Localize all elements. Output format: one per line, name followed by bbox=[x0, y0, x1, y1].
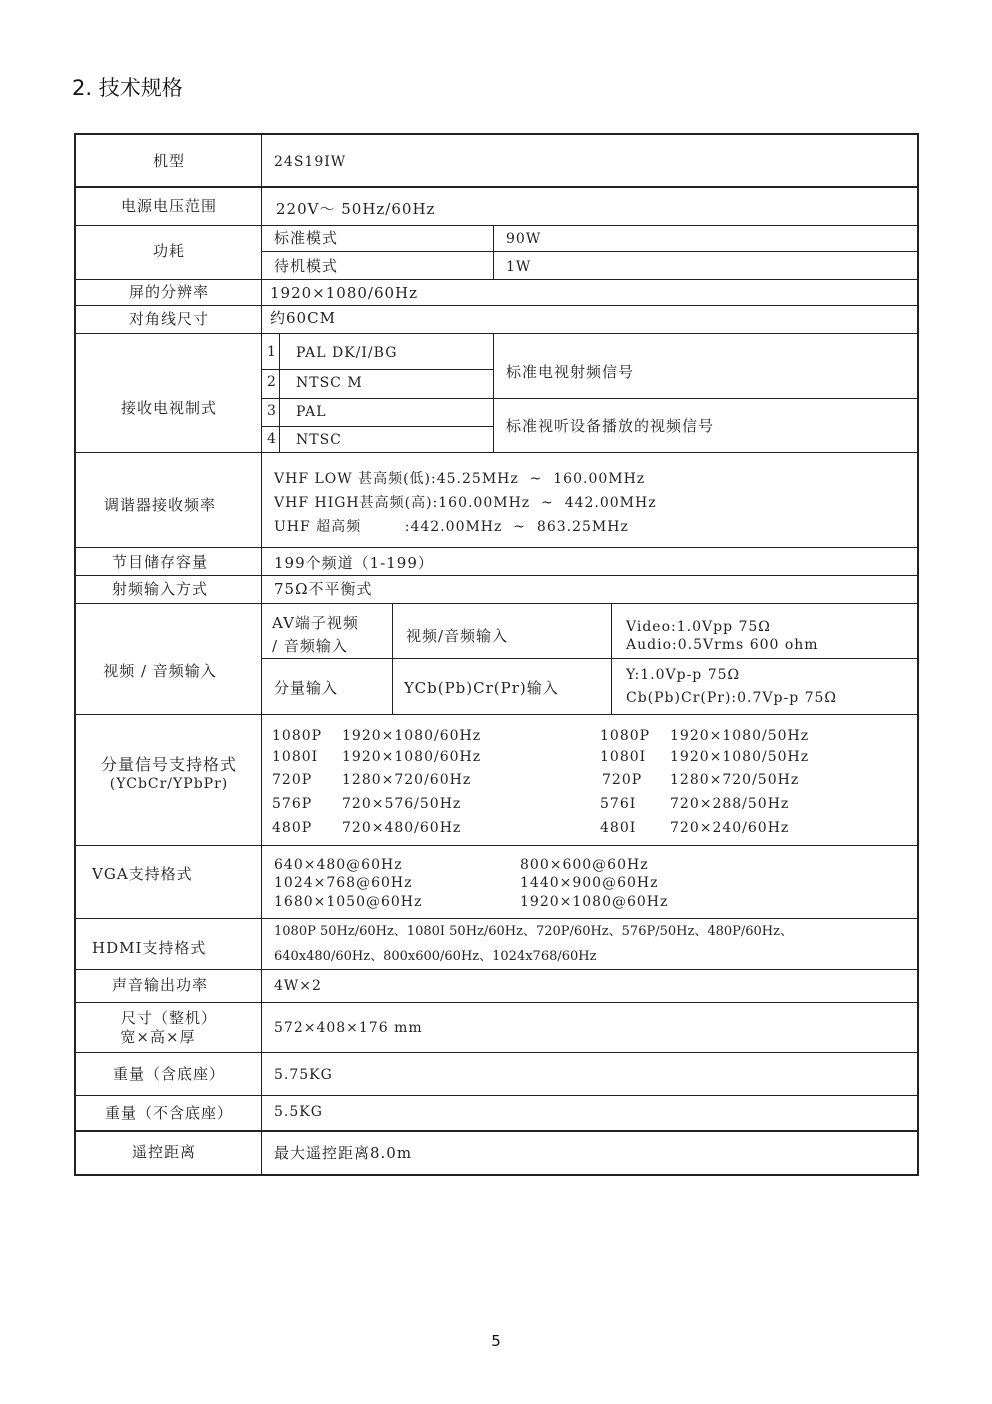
format-resolution: 1280×720/50Hz bbox=[670, 772, 800, 788]
model-label: 机型 bbox=[152, 152, 186, 170]
row-divider bbox=[76, 603, 917, 604]
component-input-label: 分量输入 bbox=[274, 679, 339, 697]
remote-range-value: 最大遥控距离8.0m bbox=[274, 1144, 413, 1162]
resolution-value: 1920×1080/60Hz bbox=[270, 284, 419, 302]
row-divider bbox=[76, 452, 917, 453]
column-divider bbox=[611, 603, 612, 714]
channels-label: 节目储存容量 bbox=[111, 553, 209, 571]
format-resolution: 720×576/50Hz bbox=[342, 796, 462, 812]
row-divider bbox=[76, 547, 917, 548]
column-divider bbox=[279, 333, 280, 452]
model-value: 24S19IW bbox=[274, 154, 347, 170]
vga-format: 1920×1080@60Hz bbox=[520, 894, 669, 910]
format-resolution: 720×480/60Hz bbox=[342, 820, 462, 836]
diagonal-label: 对角线尺寸 bbox=[128, 310, 210, 328]
power-supply-label: 电源电压范围 bbox=[120, 197, 218, 215]
standard-mode-value: 90W bbox=[506, 231, 542, 247]
row-divider bbox=[76, 279, 917, 280]
vga-format: 1680×1050@60Hz bbox=[274, 894, 423, 910]
component-spec: Cb(Pb)Cr(Pr):0.7Vp-p 75Ω bbox=[626, 690, 838, 706]
format-mode: 1080I bbox=[600, 749, 647, 765]
row-divider bbox=[76, 1002, 917, 1003]
format-mode: 576P bbox=[272, 796, 313, 812]
tv-system-name: NTSC bbox=[296, 432, 342, 448]
row-divider bbox=[261, 398, 917, 399]
tv-system-num: 4 bbox=[267, 431, 277, 447]
format-mode: 1080P bbox=[600, 728, 651, 744]
row-divider bbox=[76, 333, 917, 334]
weight-with-stand-label: 重量（含底座） bbox=[112, 1065, 226, 1083]
format-mode: 1080P bbox=[272, 728, 323, 744]
format-resolution: 1920×1080/50Hz bbox=[670, 728, 810, 744]
column-divider bbox=[493, 225, 494, 279]
tv-system-label: 接收电视制式 bbox=[120, 399, 218, 417]
remote-range-label: 遥控距离 bbox=[131, 1143, 197, 1161]
audio-power-value: 4W×2 bbox=[274, 978, 322, 994]
dimensions-label: 尺寸（整机） bbox=[120, 1009, 218, 1027]
row-divider bbox=[76, 305, 917, 306]
vga-label: VGA支持格式 bbox=[92, 865, 193, 883]
row-divider bbox=[76, 186, 917, 188]
tv-system-av-desc: 标准视听设备播放的视频信号 bbox=[506, 417, 715, 435]
format-resolution: 1920×1080/60Hz bbox=[342, 749, 482, 765]
av-terminal-label: AV端子视频 bbox=[272, 614, 359, 632]
hdmi-formats: 1080P 50Hz/60Hz、1080I 50Hz/60Hz、720P/60Hz、576P/50Hz、480P/60Hz、 bbox=[274, 924, 793, 939]
tv-system-rf-desc: 标准电视射频信号 bbox=[506, 363, 635, 381]
vga-format: 800×600@60Hz bbox=[520, 857, 649, 873]
format-mode: 480I bbox=[600, 820, 637, 836]
tv-system-name: NTSC M bbox=[296, 375, 363, 391]
format-mode: 720P bbox=[602, 772, 643, 788]
standby-mode-value: 1W bbox=[506, 259, 532, 275]
row-divider bbox=[76, 1052, 917, 1053]
row-divider bbox=[261, 658, 917, 659]
tuner-line: VHF HIGH甚高频(高):160.00MHz ~ 442.00MHz bbox=[274, 495, 657, 511]
resolution-label: 屏的分辨率 bbox=[128, 283, 210, 301]
power-supply-value: 220V～ 50Hz/60Hz bbox=[276, 200, 436, 218]
standard-mode-label: 标准模式 bbox=[274, 229, 339, 247]
format-resolution: 1920×1080/60Hz bbox=[342, 728, 482, 744]
tuner-line: UHF 超高频 :442.00MHz ~ 863.25MHz bbox=[274, 519, 629, 535]
format-resolution: 1920×1080/50Hz bbox=[670, 749, 810, 765]
weight-without-stand-value: 5.5KG bbox=[274, 1104, 323, 1120]
row-divider bbox=[76, 918, 917, 919]
tuner-label: 调谐器接收频率 bbox=[103, 496, 217, 514]
page-number: 5 bbox=[491, 1332, 501, 1350]
tv-system-name: PAL DK/I/BG bbox=[296, 345, 398, 361]
consumption-label: 功耗 bbox=[152, 242, 186, 260]
hdmi-formats: 640x480/60Hz、800x600/60Hz、1024x768/60Hz bbox=[274, 949, 597, 964]
weight-with-stand-value: 5.75KG bbox=[274, 1067, 333, 1083]
format-mode: 1080I bbox=[272, 749, 319, 765]
tuner-line: VHF LOW 甚高频(低):45.25MHz ~ 160.00MHz bbox=[274, 471, 646, 487]
row-divider bbox=[261, 369, 493, 370]
diagonal-value: 约60CM bbox=[270, 309, 336, 327]
vga-format: 640×480@60Hz bbox=[274, 857, 403, 873]
vga-format: 1024×768@60Hz bbox=[274, 875, 413, 891]
tv-system-num: 1 bbox=[267, 344, 277, 360]
format-resolution: 1280×720/60Hz bbox=[342, 772, 472, 788]
format-mode: 720P bbox=[272, 772, 313, 788]
hdmi-label: HDMI支持格式 bbox=[92, 939, 207, 957]
row-divider bbox=[76, 225, 917, 226]
row-divider bbox=[76, 714, 917, 715]
audio-power-label: 声音输出功率 bbox=[111, 976, 209, 994]
weight-without-stand-label: 重量（不含底座） bbox=[104, 1104, 234, 1122]
row-divider bbox=[76, 969, 917, 970]
av-spec: Video:1.0Vpp 75Ω bbox=[626, 619, 771, 635]
channels-value: 199个频道（1-199） bbox=[274, 554, 434, 572]
component-formats-label: 分量信号支持格式 bbox=[100, 755, 238, 774]
dimensions-sublabel: 宽×高×厚 bbox=[120, 1028, 196, 1046]
column-divider bbox=[392, 603, 393, 714]
row-divider bbox=[261, 251, 917, 252]
av-spec: Audio:0.5Vrms 600 ohm bbox=[626, 637, 819, 653]
dimensions-value: 572×408×176 mm bbox=[274, 1020, 423, 1036]
component-formats-sublabel: (YCbCr/YPbPr) bbox=[109, 776, 229, 792]
rf-input-label: 射频输入方式 bbox=[111, 580, 209, 598]
vga-format: 1440×900@60Hz bbox=[520, 875, 659, 891]
row-divider bbox=[76, 575, 917, 576]
column-divider bbox=[261, 135, 262, 1174]
row-divider bbox=[261, 426, 493, 427]
tv-system-name: PAL bbox=[296, 404, 327, 420]
component-input-type: YCb(Pb)Cr(Pr)输入 bbox=[404, 679, 559, 697]
av-io-label: 视频 / 音频输入 bbox=[103, 662, 217, 680]
tv-system-num: 2 bbox=[267, 374, 277, 390]
format-resolution: 720×288/50Hz bbox=[670, 796, 790, 812]
standby-mode-label: 待机模式 bbox=[274, 257, 339, 275]
format-mode: 480P bbox=[272, 820, 313, 836]
row-divider bbox=[76, 1095, 917, 1096]
row-divider bbox=[76, 1130, 917, 1132]
column-divider bbox=[493, 333, 494, 452]
format-resolution: 720×240/60Hz bbox=[670, 820, 790, 836]
rf-input-value: 75Ω不平衡式 bbox=[274, 580, 373, 598]
spec-table bbox=[74, 133, 919, 1176]
format-mode: 576I bbox=[600, 796, 637, 812]
section-heading: 2. 技术规格 bbox=[72, 76, 183, 100]
tv-system-num: 3 bbox=[267, 403, 277, 419]
av-input-label: 视频/音频输入 bbox=[406, 627, 509, 645]
av-terminal-label: / 音频输入 bbox=[272, 637, 348, 655]
component-spec: Y:1.0Vp-p 75Ω bbox=[626, 667, 741, 683]
row-divider bbox=[76, 845, 917, 846]
